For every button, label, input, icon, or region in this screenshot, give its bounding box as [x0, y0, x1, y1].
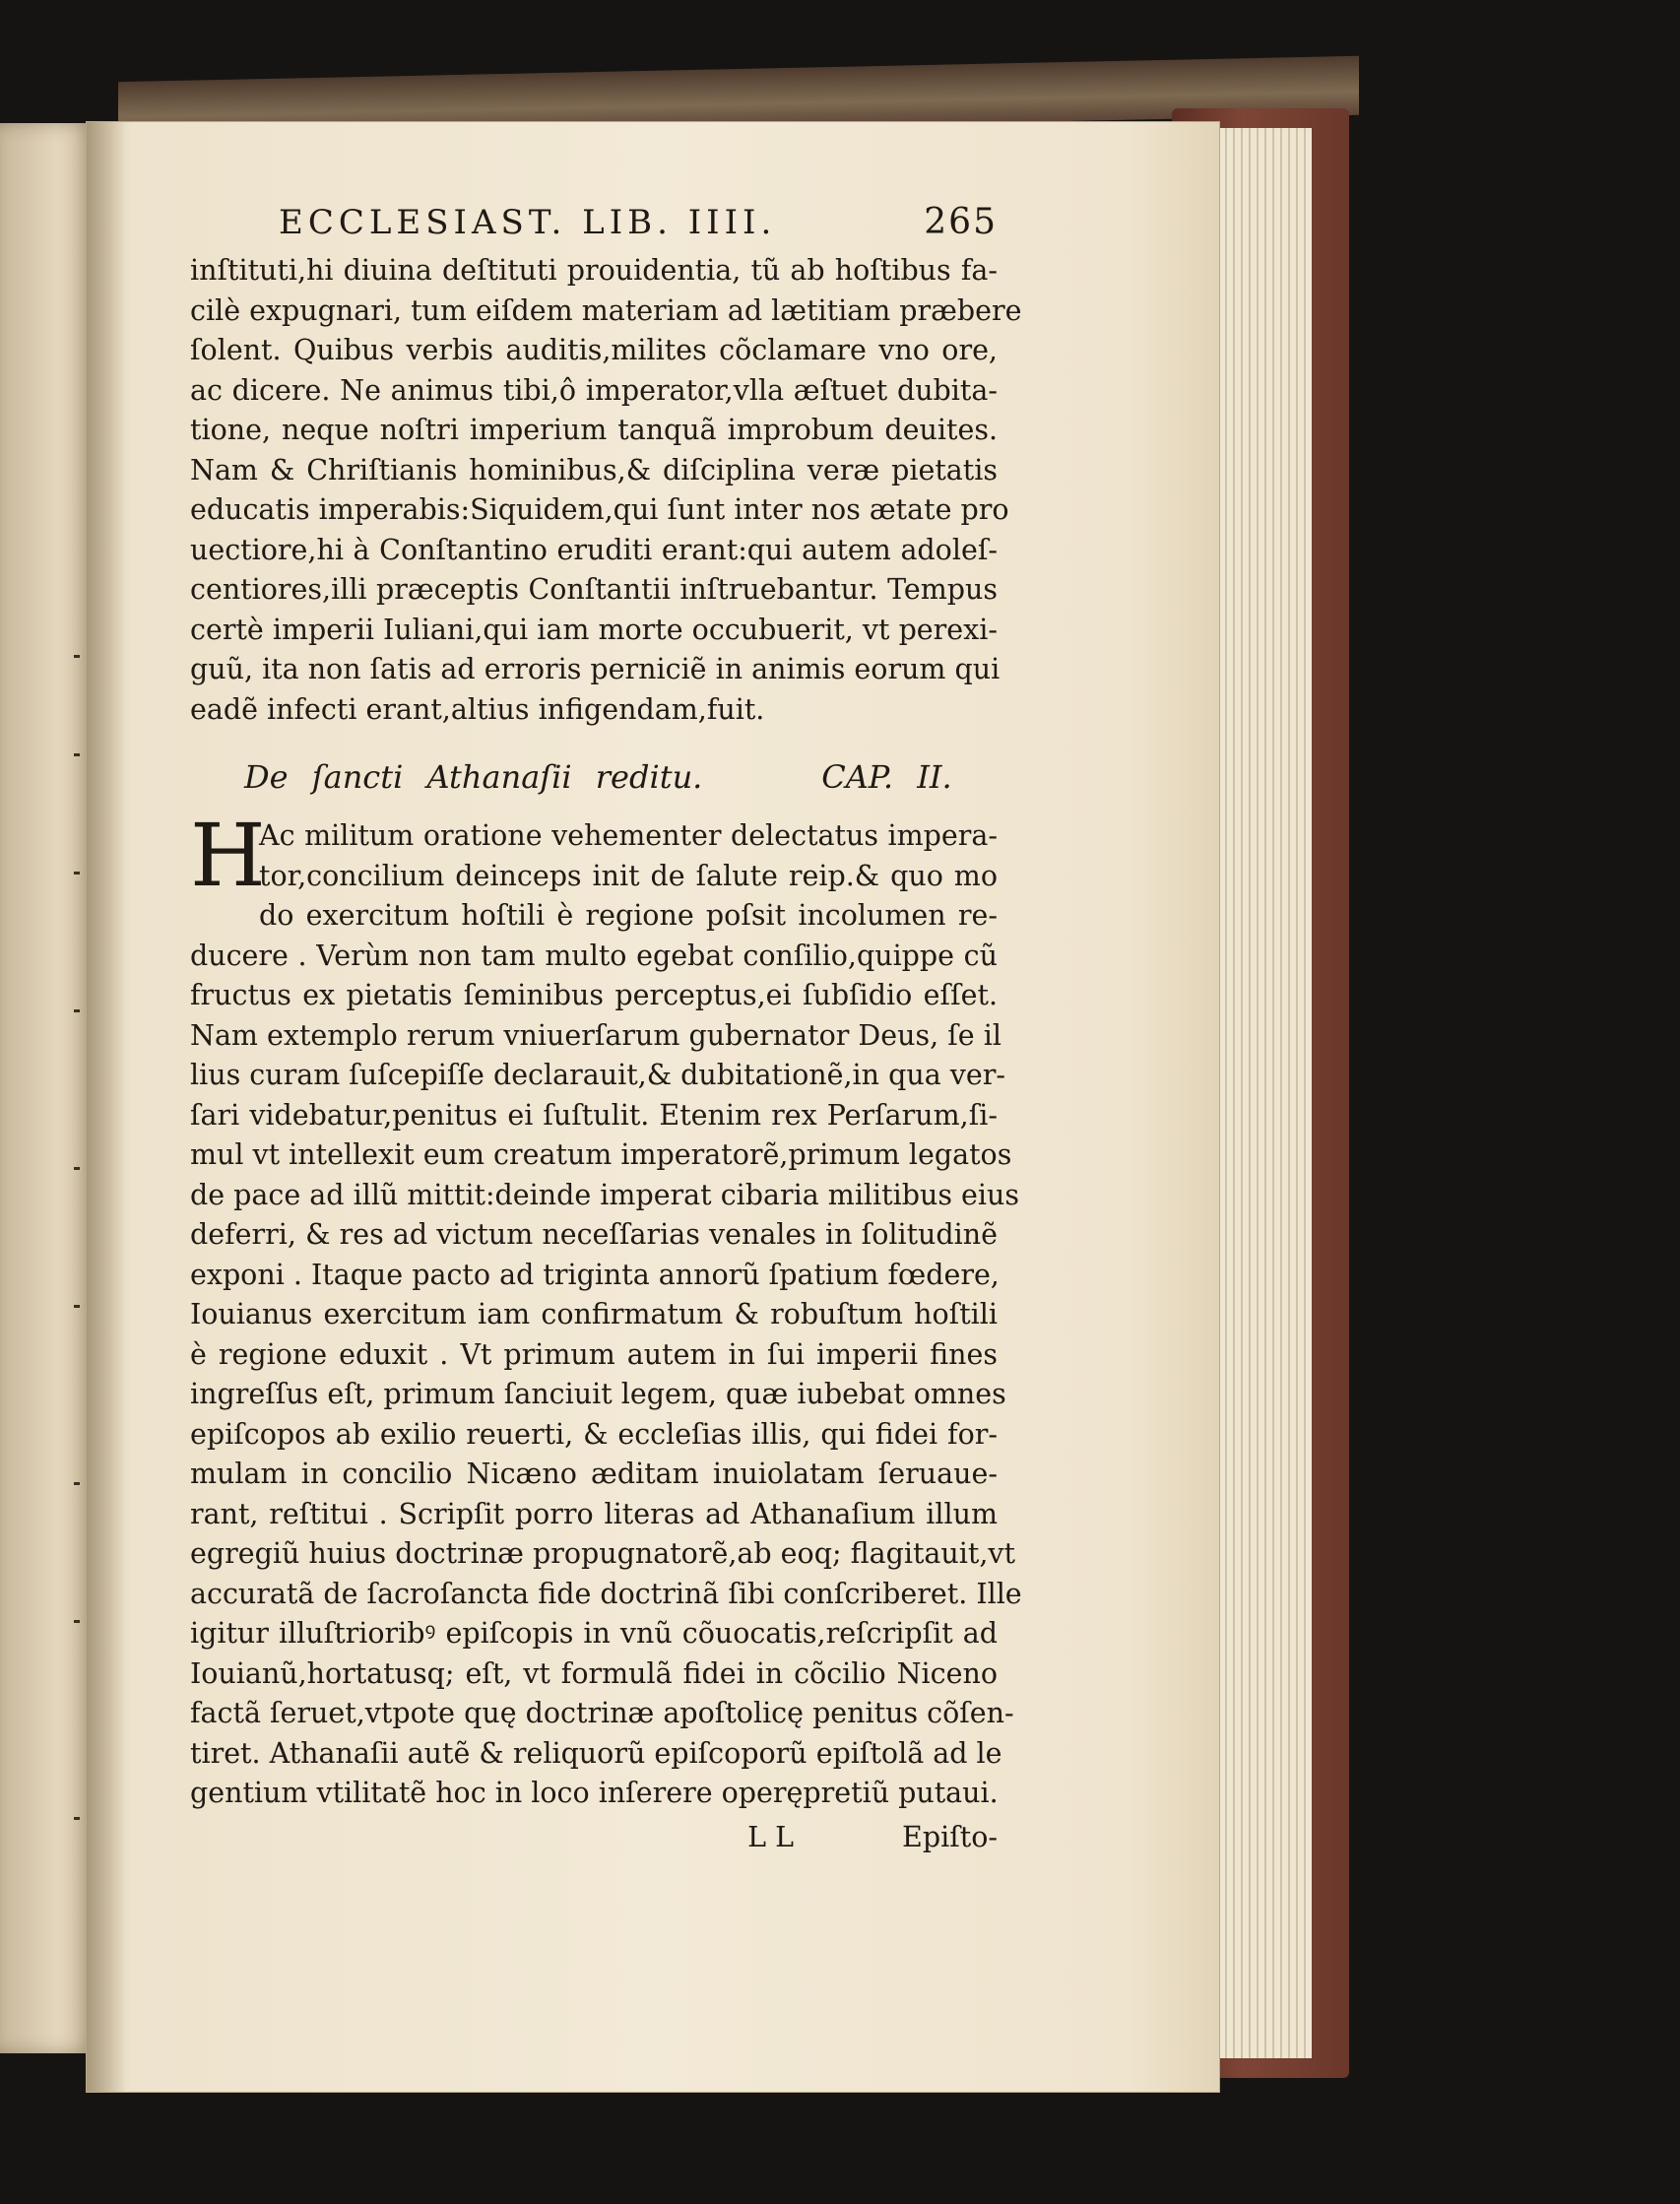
page-text [190, 202, 1022, 1857]
text-line: de pace ad illũ mittit:deinde imperat cibaria militibus eius [190, 1178, 1019, 1211]
text-line: Nam & Chriſtianis hominibus,& diſciplina veræ pietatis [190, 453, 998, 486]
text-line: educatis imperabis:Siquidem,qui ſunt inter nos ætate pro [190, 493, 1009, 526]
text-line: tor,concilium deinceps init de ſalute reip.& quo mo [259, 859, 998, 892]
text-line: mul vt intellexit eum creatum imperatorẽ,primum legatos [190, 1138, 1012, 1171]
page-number: 265 [924, 202, 998, 242]
text-line: Iouianũ,hortatusq; eſt, vt formulã fidei in cõcilio Niceno [190, 1656, 998, 1690]
text-line: ſari videbatur,penitus ei ſuſtulit. Etenim rex Perſarum,ſi- [190, 1098, 998, 1132]
edge-mark [74, 1305, 80, 1308]
edge-mark [74, 872, 80, 875]
text-line: tione, neque noſtri imperium tanquã improbum deuites. [190, 414, 998, 446]
text-line: ducere . Verùm non tam multo egebat conſilio,quippe cũ [190, 939, 998, 972]
edge-mark [74, 1167, 80, 1170]
text-line: lius curam ſuſcepiſſe declarauit,& dubitationẽ,in qua ver- [190, 1059, 1005, 1091]
edge-mark [74, 1009, 80, 1012]
text-line: ſolent. Quibus verbis auditis,milites cõclamare vno ore, [190, 334, 998, 366]
edge-mark [74, 1482, 80, 1485]
text-line: epiſcopos ab exilio reuerti, & eccleſias illis, qui fidei for- [190, 1417, 998, 1451]
paragraph-1 [190, 251, 1022, 730]
drop-capital: H [190, 805, 266, 906]
text-line: centiores,illi præceptis Conſtantii inſtruebantur. Tempus [190, 573, 998, 606]
text-line: Ac militum oratione vehementer delectatus impera- [259, 819, 998, 852]
text-line: certè imperii Iuliani,qui iam morte occubuerit, vt perexi- [190, 613, 998, 646]
text-line: uectiore,hi à Conſtantino eruditi erant:qui autem adoleſ- [190, 533, 998, 566]
text-line: do exercitum hoſtili è regione poſsit incolumen re- [259, 899, 998, 932]
running-head-title: ECCLESIAST. LIB. IIII. [279, 203, 777, 242]
chapter-heading [244, 751, 998, 803]
text-line: mulam in concilio Nicæno æditam inuiolatam ſeruaue- [190, 1458, 998, 1490]
edge-mark [74, 655, 80, 658]
text-line: tiret. Athanaſii autẽ & reliquorũ epiſcoporũ epiſtolã ad le [190, 1736, 1002, 1770]
edge-mark [74, 753, 80, 756]
chapter-number: CAP. II. [821, 758, 952, 796]
chapter-title: De ſancti Athanaſii reditu. [244, 758, 703, 796]
text-line: exponi . Itaque pacto ad triginta annorũ ſpatium fœdere, [190, 1258, 1000, 1291]
text-line: rant, reſtitui . Scripſit porro literas ad Athanaſium illum [190, 1497, 998, 1530]
text-line: egregiũ huius doctrinæ propugnatorẽ,ab eoq; flagitauit,vt [190, 1537, 1015, 1570]
signature-mark: L L [747, 1820, 795, 1853]
text-line: ingreſſus eſt, primum ſanciuit legem, quæ iubebat omnes [190, 1378, 1006, 1410]
text-line: Nam extemplo rerum vniuerſarum gubernator Deus, ſe il [190, 1018, 1002, 1052]
catchword: Epiſto- [902, 1820, 998, 1853]
text-line: cilè expugnari, tum eiſdem materiam ad lætitiam præbere [190, 293, 1022, 327]
text-line: è regione eduxit . Vt primum autem in ſui imperii fines [190, 1337, 998, 1371]
edge-mark [74, 1817, 80, 1820]
text-line: deferri, & res ad victum neceſſarias venales in ſolitudinẽ [190, 1218, 998, 1251]
text-line: inſtituti,hi diuina deſtituti prouidentia, tũ ab hoſtibus fa- [190, 254, 998, 287]
text-line: gentium vtilitatẽ hoc in loco inſerere operępretiũ putaui. [190, 1777, 999, 1809]
running-head [279, 202, 998, 251]
text-line: ac dicere. Ne animus tibi,ô imperator,vlla æſtuet dubita- [190, 373, 998, 407]
text-line: accuratã de ſacroſancta fide doctrinã ſibi conſcriberet. Ille [190, 1577, 1022, 1610]
facing-page-edge [0, 123, 94, 2053]
text-line: guũ, ita non ſatis ad erroris perniciẽ in animis eorum qui [190, 653, 1001, 685]
text-line: Iouianus exercitum iam confirmatum & robuſtum hoſtili [190, 1298, 998, 1330]
text-line: igitur illuſtrioribꝰ epiſcopis in vnũ cõuocatis,reſcripſit ad [190, 1617, 998, 1650]
edge-mark [74, 1620, 80, 1623]
text-line: factã ſeruet,vtpote quę doctrinæ apoſtolicę penitus cõſen- [190, 1697, 1014, 1729]
catchword-line [190, 1818, 998, 1857]
paragraph-2 [190, 805, 1022, 1814]
gutter-shadow [87, 122, 126, 2092]
text-line: eadẽ infecti erant,altius infigendam,fuit. [190, 692, 765, 726]
text-line: fructus ex pietatis ſeminibus perceptus,ei ſubſidio eſſet. [190, 979, 998, 1011]
